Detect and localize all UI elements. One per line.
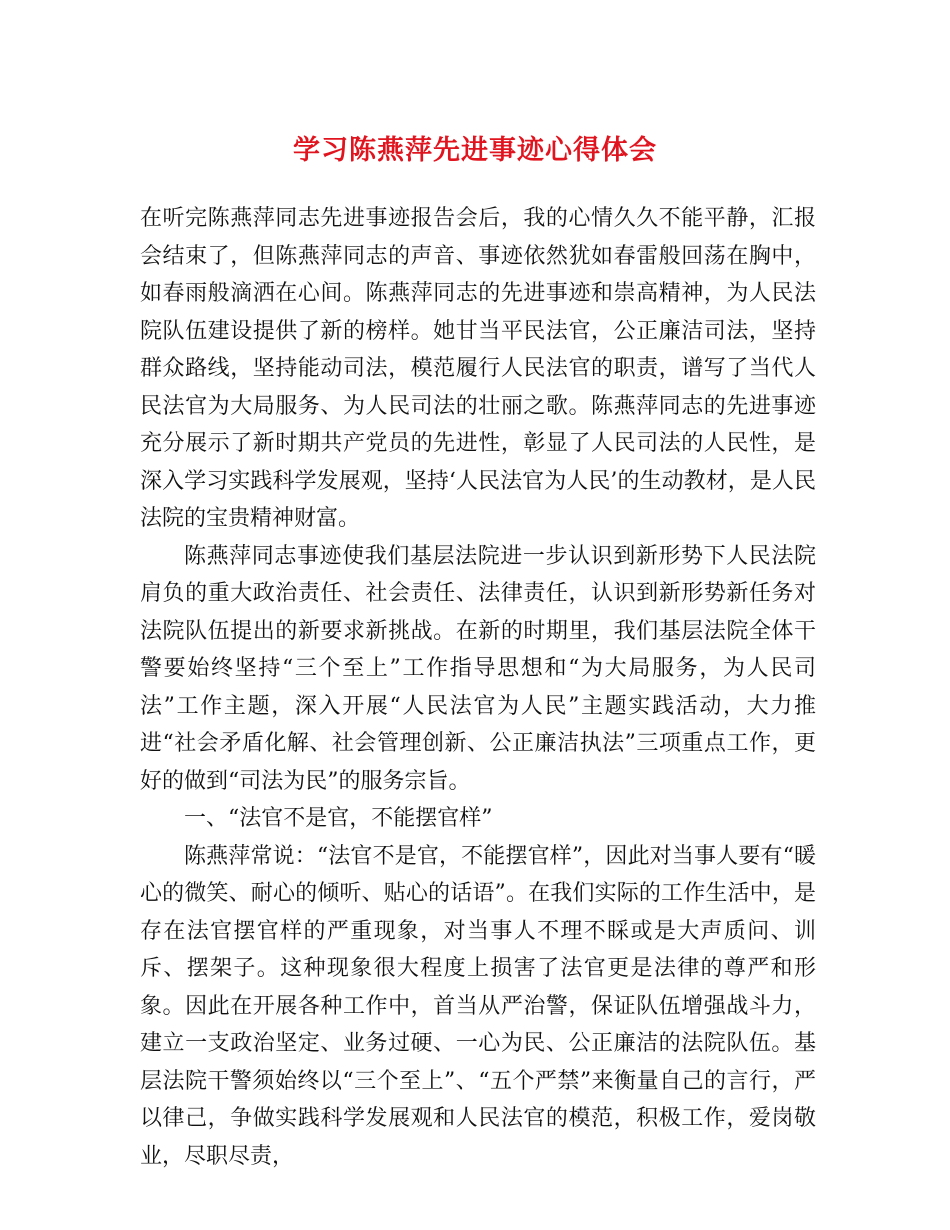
paragraph-second: 陈燕萍同志事迹使我们基层法院进一步认识到新形势下人民法院肩负的重大政治责任、社会责任、法律责任，认识到新形势新任务对法院队伍提出的新要求新挑战。在新的时期里，我们基层法院全体干警要始终坚持“三个至上”工作指导思想和“为大局服务，为人民司法”工作主题，深入开展“人民法官为人民”主题实践活动，大力推进“社会矛盾化解、社会管理创新、公正廉洁执法”三项重点工作，更好的做到“司法为民”的服务宗旨。: [140, 543, 816, 794]
document-title: 学习陈燕萍先进事迹心得体会: [293, 135, 657, 166]
paragraph-intro: 在听完陈燕萍同志先进事迹报告会后，我的心情久久不能平静，汇报会结束了，但陈燕萍同志的声音、事迹依然犹如春雷般回荡在胸中，如春雨般滴洒在心间。陈燕萍同志的先进事迹和崇高精神，为人民法院队伍建设提供了新的榜样。她甘当平民法官，公正廉洁司法，坚持群众路线，坚持能动司法，模范履行人民法官的职责，谱写了当代人民法官为大局服务、为人民司法的壮丽之歌。陈燕萍同志的先进事迹充分展示了新时期共产党员的先进性，彰显了人民司法的人民性，是深入学习实践科学发展观，坚持‘人民法官为人民’的生动教材，是人民法院的宝贵精神财富。: [140, 206, 816, 531]
paragraph-section-1: 陈燕萍常说：“法官不是官，不能摆官样”，因此对当事人要有“暖心的微笑、耐心的倾听、贴心的话语”。在我们实际的工作生活中，是存在法官摆官样的严重现象，对当事人不理不睬或是大声质问、训斥、摆架子。这种现象很大程度上损害了法官更是法律的尊严和形象。因此在开展各种工作中，首当从严治警，保证队伍增强战斗力，建立一支政治坚定、业务过硬、一心为民、公正廉洁的法院队伍。基层法院干警须始终以“三个至上”、“五个严禁”来衡量自己的言行，严以律己，争做实践科学发展观和人民法官的模范，积极工作，爱岗敬业，尽职尽责，: [140, 843, 816, 1169]
document-body: [140, 200, 816, 1175]
section-heading-1: 一、“法官不是官，不能摆官样”: [184, 806, 493, 831]
